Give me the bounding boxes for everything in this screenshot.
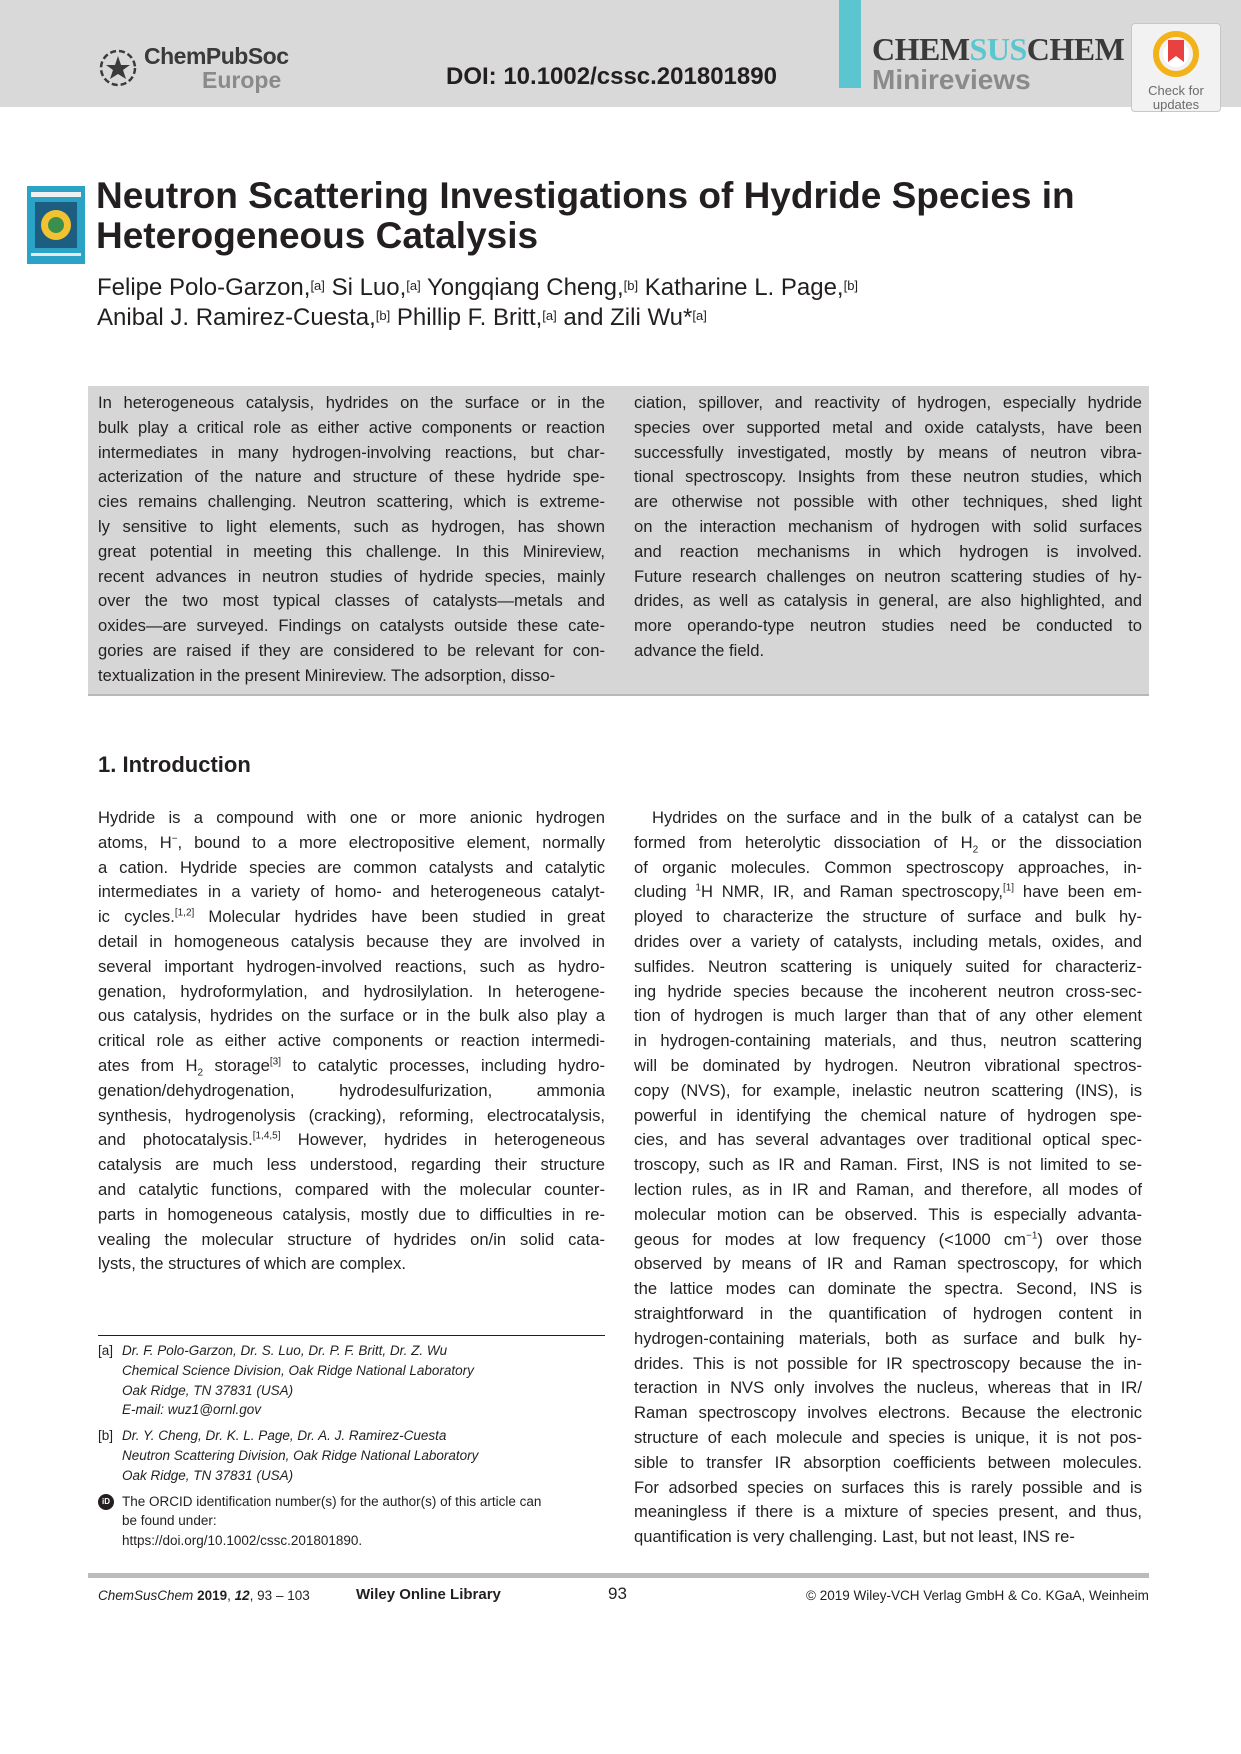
footnote-a <box>98 1341 618 1420</box>
section-heading: 1. Introduction <box>98 752 251 777</box>
text-line: advance the field. <box>634 640 765 660</box>
text-line <box>634 1476 1142 1501</box>
text-line <box>634 1203 1142 1228</box>
footer-volume: 12 <box>234 1588 250 1603</box>
publisher-name <box>144 44 289 92</box>
text-span: of organic molecules. Common spectroscopy approaches, in- <box>634 857 1142 877</box>
text-line <box>98 856 605 881</box>
text-span: detail in homogeneous catalysis because they are involved in <box>98 931 605 951</box>
check-for-updates-line1: Check for <box>1148 83 1204 98</box>
text-line <box>98 806 605 831</box>
author-name: and Zili Wu* <box>563 304 693 331</box>
text-line: textualization in the present Minireview. The adsorption, disso- <box>98 665 556 685</box>
text-span: H NMR, IR, and Raman spectroscopy, <box>700 882 1003 902</box>
text-span: drides. This is not possible for IR spectroscopy because the in- <box>634 1353 1142 1373</box>
text-line <box>98 1104 605 1129</box>
text-line: species over supported metal and oxide catalysts, have been <box>634 417 1142 437</box>
superscript: [1,2] <box>174 907 195 919</box>
text-line <box>98 980 605 1005</box>
superscript: −1 <box>1025 1230 1038 1242</box>
text-span: troscopy, such as IR and Raman. First, INS is not limited to se- <box>634 1155 1142 1175</box>
text-span: cluding <box>634 882 696 902</box>
footnote-b-label: [b] <box>98 1428 114 1444</box>
text-line <box>634 955 1142 980</box>
text-span: storage <box>203 1055 270 1075</box>
text-line <box>634 1228 1142 1253</box>
text-span: to catalytic processes, including hydro- <box>281 1055 605 1075</box>
text-line <box>634 1426 1142 1451</box>
text-span: straightforward in the quantification of hydrogen content in <box>634 1303 1142 1323</box>
text-line <box>634 1153 1142 1178</box>
doi-link[interactable]: DOI: 10.1002/cssc.201801890 <box>446 63 777 90</box>
text-span: formed from heterolytic dissociation of H <box>634 832 973 852</box>
text-span: vealing the molecular structure of hydrides on/in solid cata- <box>98 1229 605 1249</box>
text-span: ) over those <box>1037 1229 1142 1249</box>
article-title-line1: Neutron Scattering Investigations of Hydride Species in <box>96 175 1075 216</box>
text-line: recent advances in neutron studies of hydride species, mainly <box>98 566 605 586</box>
text-line <box>634 1401 1142 1426</box>
subscript: 2 <box>197 1067 204 1079</box>
abstract-column-left <box>98 391 605 689</box>
text-span: catalysis are much less understood, regarding their structure <box>98 1155 605 1175</box>
text-span: lysts, the structures of which are complex. <box>98 1254 407 1274</box>
text-line <box>634 1327 1142 1352</box>
author-affiliation-mark: [a] <box>406 278 421 293</box>
text-line <box>98 905 605 930</box>
text-line: ly sensitive to light elements, such as hydrogen, has shown <box>98 516 605 536</box>
text-line <box>634 1029 1142 1054</box>
author-name: Yongqiang Cheng, <box>427 274 624 301</box>
publisher-logo[interactable] <box>98 44 289 92</box>
text-span: and photocatalysis. <box>98 1130 253 1150</box>
text-span: several important hydrogen-involved reactions, such as hydro- <box>98 956 605 976</box>
text-line: cies remains challenging. Neutron scattering, which is extreme- <box>98 492 605 512</box>
check-for-updates-line2: updates <box>1152 97 1200 112</box>
text-span: observed by means of IR and Raman spectroscopy, for which <box>634 1254 1142 1274</box>
footnote-line: The ORCID identification number(s) for the author(s) of this article can <box>122 1493 542 1509</box>
abstract-column-right <box>634 391 1142 664</box>
text-line <box>98 1252 605 1277</box>
footnote-a-text <box>122 1341 474 1420</box>
text-span: tion of hydrogen is much larger than that of any other element <box>634 1006 1142 1026</box>
footnote-line: Neutron Scattering Division, Oak Ridge National Laboratory <box>122 1447 479 1463</box>
superscript: − <box>171 833 178 845</box>
text-span: quantification is very challenging. Last, but not least, INS re- <box>634 1527 1075 1547</box>
footer-pages: 93 – 103 <box>257 1588 310 1603</box>
footnote-line: be found under: <box>122 1513 217 1529</box>
author-affiliation-mark: [a] <box>310 278 325 293</box>
text-span: ates from H <box>98 1055 198 1075</box>
author-name: Felipe Polo-Garzon, <box>97 274 311 301</box>
footnote-line: https://doi.org/10.1002/cssc.201801890. <box>122 1533 363 1549</box>
footnote-line: Dr. Y. Cheng, Dr. K. L. Page, Dr. A. J. Ramirez-Cuesta <box>122 1428 447 1444</box>
footnote-b <box>98 1426 618 1485</box>
text-line <box>634 1004 1142 1029</box>
text-line <box>634 1054 1142 1079</box>
journal-name-part3: CHEM <box>1026 31 1125 67</box>
author-affiliation-mark: [b] <box>843 278 859 293</box>
superscript: 1 <box>695 882 701 894</box>
subscript: 2 <box>972 844 979 856</box>
footnote-line: E-mail: wuz1@ornl.gov <box>122 1402 262 1418</box>
text-span: Molecular hydrides have been studied in great <box>194 907 605 927</box>
journal-accent-bar <box>839 0 861 88</box>
text-line: drides, as well as catalysis in general, are also highlighted, and <box>634 591 1142 611</box>
text-line <box>634 1500 1142 1525</box>
author-affiliation-mark: [b] <box>375 308 391 323</box>
text-line: intermediates in many hydrogen-involving reactions, but char- <box>98 442 605 462</box>
wiley-online-library-link[interactable]: Wiley Online Library <box>356 1586 501 1603</box>
text-line: great potential in meeting this challenge. In this Minireview, <box>98 541 605 561</box>
text-line <box>634 905 1142 930</box>
text-span: ic cycles. <box>98 907 175 927</box>
superscript: [3] <box>269 1056 282 1068</box>
article-title-line2: Heterogeneous Catalysis <box>96 215 539 256</box>
footnote-line: Oak Ridge, TN 37831 (USA) <box>122 1467 294 1483</box>
text-line: gories are raised if they are considered to be relevant for con- <box>98 640 605 660</box>
text-span: will be dominated by hydrogen. Neutron vibrational spectros- <box>634 1055 1142 1075</box>
text-span: Hydride is a compound with one or more anionic hydrogen <box>98 808 605 827</box>
footnote-b-text <box>122 1426 478 1485</box>
text-line <box>634 1451 1142 1476</box>
crossmark-icon <box>1152 30 1200 78</box>
text-line <box>634 806 1142 831</box>
check-for-updates-button[interactable] <box>1131 23 1221 112</box>
journal-name-part1: CHEM <box>872 31 970 67</box>
publisher-name-line1: ChemPubSoc <box>144 43 289 69</box>
journal-name-part2: SUS <box>969 31 1027 67</box>
footnote-line: Chemical Science Division, Oak Ridge National Laboratory <box>122 1362 474 1378</box>
text-span: sible to transfer IR absorption coefficients between molecules. <box>634 1452 1142 1472</box>
text-line <box>98 1054 605 1079</box>
text-span: Raman spectroscopy involves electrons. Because the electronic <box>634 1403 1142 1423</box>
text-span: powerful in identifying the chemical nature of hydrogen spe- <box>634 1105 1142 1125</box>
text-line: oxides—are surveyed. Findings on catalysts outside these cate- <box>98 616 605 636</box>
text-span: atoms, H <box>98 832 172 852</box>
text-line: Future research challenges on neutron scattering studies of hy- <box>634 566 1142 586</box>
text-span: hydrogen-containing materials, both as surface and bulk hy- <box>634 1328 1142 1348</box>
text-line <box>634 1525 1142 1550</box>
text-span: molecular motion can be observed. This is especially advanta- <box>634 1204 1142 1224</box>
article-title <box>96 176 1136 256</box>
author-name: Katharine L. Page, <box>644 274 844 301</box>
orcid-note-text[interactable] <box>122 1492 541 1551</box>
text-line <box>634 1302 1142 1327</box>
text-span: ployed to characterize the structure of surface and bulk hy- <box>634 907 1142 927</box>
text-span: synthesis, hydrogenolysis (cracking), reforming, electrocatalysis, <box>98 1105 605 1125</box>
text-span: a cation. Hydride species are common catalysts and catalytic <box>98 857 605 877</box>
text-span: cies, and has several advantages over traditional optical spec- <box>634 1130 1142 1150</box>
footer-journal: ChemSusChem <box>98 1588 194 1603</box>
text-line <box>634 1252 1142 1277</box>
text-line <box>98 880 605 905</box>
text-span: structure of each molecule and species is unique, it is not pos- <box>634 1427 1142 1447</box>
text-line <box>634 1079 1142 1104</box>
text-line: over the two most typical classes of catalysts—metals and <box>98 591 605 611</box>
text-line <box>98 1228 605 1253</box>
text-span: meaningless if there is a mixture of species present, and thus, <box>634 1502 1142 1522</box>
intro-column-left <box>98 806 605 1277</box>
text-line: more operando-type neutron studies need be conducted to <box>634 616 1142 636</box>
footer-citation: ChemSusChem 2019, 12, 93 – 103 <box>98 1588 310 1603</box>
text-line: In heterogeneous catalysis, hydrides on the surface or in the <box>98 393 605 412</box>
footer-year: 2019 <box>197 1588 228 1603</box>
author-name: Anibal J. Ramirez-Cuesta, <box>97 304 376 331</box>
superscript: [1,4,5] <box>252 1130 281 1142</box>
text-span: genation, hydroformylation, and hydrosilylation. In heterogene- <box>98 981 605 1001</box>
text-line <box>98 1128 605 1153</box>
text-line <box>634 1277 1142 1302</box>
page-number: 93 <box>608 1584 627 1603</box>
text-line <box>634 880 1142 905</box>
author-affiliation-mark: [b] <box>623 278 639 293</box>
text-line <box>98 1153 605 1178</box>
journal-cover-thumbnail[interactable] <box>27 186 85 264</box>
text-span: teraction in NVS only involves the nucleus, whereas that in IR/ <box>634 1378 1142 1398</box>
affiliation-footnotes <box>98 1341 618 1551</box>
text-line <box>634 856 1142 881</box>
text-span: the lattice modes can dominate the spectra. Second, INS is <box>634 1279 1142 1299</box>
text-span: critical role as either active components or reaction intermedi- <box>98 1031 605 1051</box>
text-span: sulfides. Neutron scattering is uniquely suited for characteriz- <box>634 956 1142 976</box>
text-span: genation/dehydrogenation, hydrodesulfurization, ammonia <box>98 1080 605 1100</box>
text-line <box>98 1178 605 1203</box>
author-name: Phillip F. Britt, <box>396 304 543 331</box>
text-line <box>98 1004 605 1029</box>
text-span: ous catalysis, hydrides on the surface or in the bulk also play a <box>98 1006 605 1026</box>
author-list <box>97 273 1137 333</box>
text-line: tional spectroscopy. Insights from these neutron studies, which <box>634 467 1142 487</box>
orcid-note <box>98 1492 618 1551</box>
text-span: For adsorbed species on surfaces this is rarely possible and is <box>634 1477 1142 1497</box>
text-line: bulk play a critical role as either active components or reaction <box>98 417 605 437</box>
text-line <box>98 930 605 955</box>
text-line <box>634 1178 1142 1203</box>
text-span: However, hydrides in heterogeneous <box>280 1130 606 1150</box>
author-name: Si Luo, <box>331 274 407 301</box>
text-line <box>634 1352 1142 1377</box>
text-line <box>634 1128 1142 1153</box>
text-span: drides over a variety of catalysts, including metals, oxides, and <box>634 931 1142 951</box>
author-affiliation-mark: [a] <box>542 308 557 323</box>
footnote-divider <box>98 1335 605 1336</box>
text-line <box>634 930 1142 955</box>
text-line <box>634 1104 1142 1129</box>
journal-name <box>872 31 1124 68</box>
text-line <box>98 831 605 856</box>
text-line: successfully investigated, mostly by means of neutron vibra- <box>634 442 1142 462</box>
text-span: and catalytic functions, compared with the molecular counter- <box>98 1179 605 1199</box>
text-span: intermediates in a variety of homo- and heterogeneous catalyt- <box>98 882 605 902</box>
text-span: copy (NVS), for example, inelastic neutron scattering (INS), is <box>634 1080 1142 1100</box>
text-span: have been em- <box>1014 882 1142 902</box>
footnote-line: Dr. F. Polo-Garzon, Dr. S. Luo, Dr. P. F. Britt, Dr. Z. Wu <box>122 1343 448 1358</box>
text-line: ciation, spillover, and reactivity of hydrogen, especially hydride <box>634 393 1142 412</box>
text-span: ing hydride species because the incoherent neutron cross-sec- <box>634 981 1142 1001</box>
text-line: are otherwise not possible with other techniques, shed light <box>634 492 1142 512</box>
text-line <box>634 980 1142 1005</box>
text-span: lection rules, as in IR and Raman, and therefore, all modes of <box>634 1179 1142 1199</box>
orcid-icon: iD <box>98 1494 114 1510</box>
text-span: parts in homogeneous catalysis, mostly due to difficulties in re- <box>98 1204 605 1224</box>
footnote-line: Oak Ridge, TN 37831 (USA) <box>122 1382 294 1398</box>
text-line: on the interaction mechanism of hydrogen with solid surfaces <box>634 516 1142 536</box>
text-line <box>98 1203 605 1228</box>
text-span: in hydrogen-containing materials, and thus, neutron scattering <box>634 1031 1142 1051</box>
author-affiliation-mark: [a] <box>692 308 707 323</box>
article-type: Minireviews <box>872 64 1031 95</box>
text-line <box>634 1376 1142 1401</box>
text-line: acterization of the nature and structure of these hydride spe- <box>98 467 605 487</box>
footnote-a-label: [a] <box>98 1343 114 1358</box>
intro-column-right <box>634 806 1142 1550</box>
text-line: and reaction mechanisms in which hydrogen is involved. <box>634 541 1142 561</box>
superscript: [1] <box>1002 882 1015 894</box>
text-line <box>634 831 1142 856</box>
copyright-notice: © 2019 Wiley-VCH Verlag GmbH & Co. KGaA, Weinheim <box>806 1588 1149 1603</box>
text-span: geous for modes at low frequency (<1000 cm <box>634 1229 1026 1249</box>
chempubsoc-star-icon <box>98 48 138 88</box>
text-span: Hydrides on the surface and in the bulk of a catalyst can be <box>652 808 1142 827</box>
publisher-name-line2: Europe <box>202 67 282 93</box>
footer-divider <box>88 1573 1149 1578</box>
text-line <box>98 1079 605 1104</box>
text-line <box>98 955 605 980</box>
text-line <box>98 1029 605 1054</box>
text-span: or the dissociation <box>978 832 1142 852</box>
text-span: , bound to a more electropositive element, normally <box>177 832 605 852</box>
